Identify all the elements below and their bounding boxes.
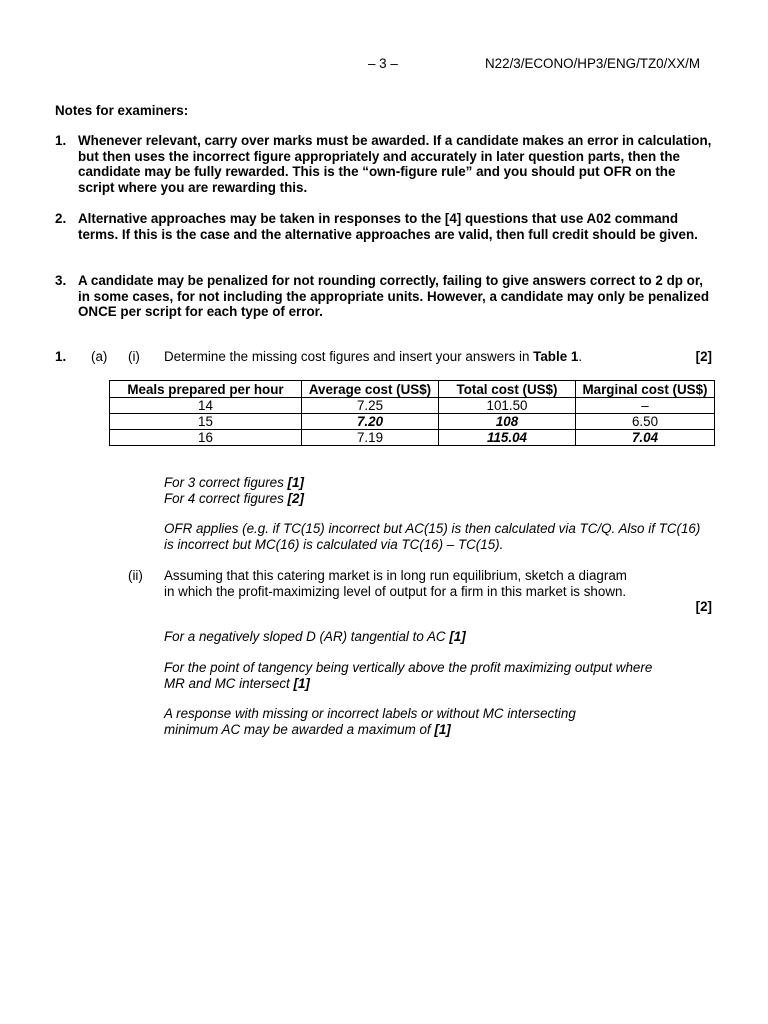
marks-ii: [2] [695, 599, 712, 614]
question-subpart-ii: (ii) [128, 568, 143, 583]
question-ii-text: Assuming that this catering market is in long run equilibrium, sketch a diagram in which the profit-maximizing level of output for a firm in this market is shown. [164, 568, 627, 599]
note-2 [55, 211, 715, 242]
table-header: Total cost (US$) [439, 381, 576, 398]
question-number: 1. [55, 349, 67, 364]
note-number: 2. [55, 211, 67, 226]
table-cell: 15 [110, 414, 302, 430]
table-header: Average cost (US$) [302, 381, 439, 398]
markscheme-i-line2: For 4 correct figures [2] [164, 491, 304, 506]
notes-title: Notes for examiners: [55, 103, 189, 118]
question-subpart-i: (i) [128, 349, 140, 364]
note-number: 1. [55, 133, 67, 148]
marks-i: [2] [695, 349, 712, 364]
question-i-text: Determine the missing cost figures and insert your answers in Table 1. [164, 349, 583, 364]
table-cell-answer: 7.04 [576, 430, 715, 446]
table-row [110, 430, 715, 446]
note-number: 3. [55, 273, 67, 288]
table-cell: 101.50 [439, 398, 576, 414]
table-header: Meals prepared per hour [110, 381, 302, 398]
markscheme-ii-point2: For the point of tangency being vertically above the profit maximizing output where MR and MC intersect [1] [164, 660, 653, 691]
table-cell: 16 [110, 430, 302, 446]
table-header: Marginal cost (US$) [576, 381, 715, 398]
markscheme-i-line1: For 3 correct figures [1] [164, 475, 304, 490]
table-cell: 7.25 [302, 398, 439, 414]
markscheme-i-ofr: OFR applies (e.g. if TC(15) incorrect but AC(15) is then calculated via TC/Q. Also if TC(16) is incorrect but MC(16) is calculated via TC(16) – TC(15). [164, 521, 701, 552]
table-cell: 6.50 [576, 414, 715, 430]
table-cell: 7.19 [302, 430, 439, 446]
document-code: N22/3/ECONO/HP3/ENG/TZ0/XX/M [485, 56, 701, 71]
note-1 [55, 133, 715, 195]
question-part-a: (a) [91, 349, 108, 364]
markscheme-ii-point3: A response with missing or incorrect labels or without MC intersecting minimum AC may be awarded a maximum of [1] [164, 706, 576, 737]
table-header-row [110, 381, 715, 398]
cost-table [109, 380, 715, 446]
table-row [110, 398, 715, 414]
note-3 [55, 273, 715, 320]
table-reference: Table 1 [533, 349, 579, 364]
page-number: – 3 – [368, 56, 398, 71]
note-text: Whenever relevant, carry over marks must be awarded. If a candidate makes an error in calculation, but then uses the incorrect figure appropriately and accurately in later question parts, then the candidate may be fully rewarded. This is the “own-figure rule” and you should put OFR on the script where you are rewarding this. [78, 133, 712, 195]
table-cell-answer: 108 [439, 414, 576, 430]
table-cell: 14 [110, 398, 302, 414]
table-cell-answer: 7.20 [302, 414, 439, 430]
note-text: A candidate may be penalized for not rounding correctly, failing to give answers correct to 2 dp or, in some cases, for not including the appropriate units. However, a candidate may only be penalized ONCE per script for each type of error. [78, 273, 709, 319]
note-text: Alternative approaches may be taken in responses to the [4] questions that use A02 command terms. If this is the case and the alternative approaches are valid, then full credit should be given. [78, 211, 698, 242]
table-cell-answer: 115.04 [439, 430, 576, 446]
table-cell: – [576, 398, 715, 414]
table-row [110, 414, 715, 430]
markscheme-ii-point1: For a negatively sloped D (AR) tangential to AC [1] [164, 629, 466, 644]
